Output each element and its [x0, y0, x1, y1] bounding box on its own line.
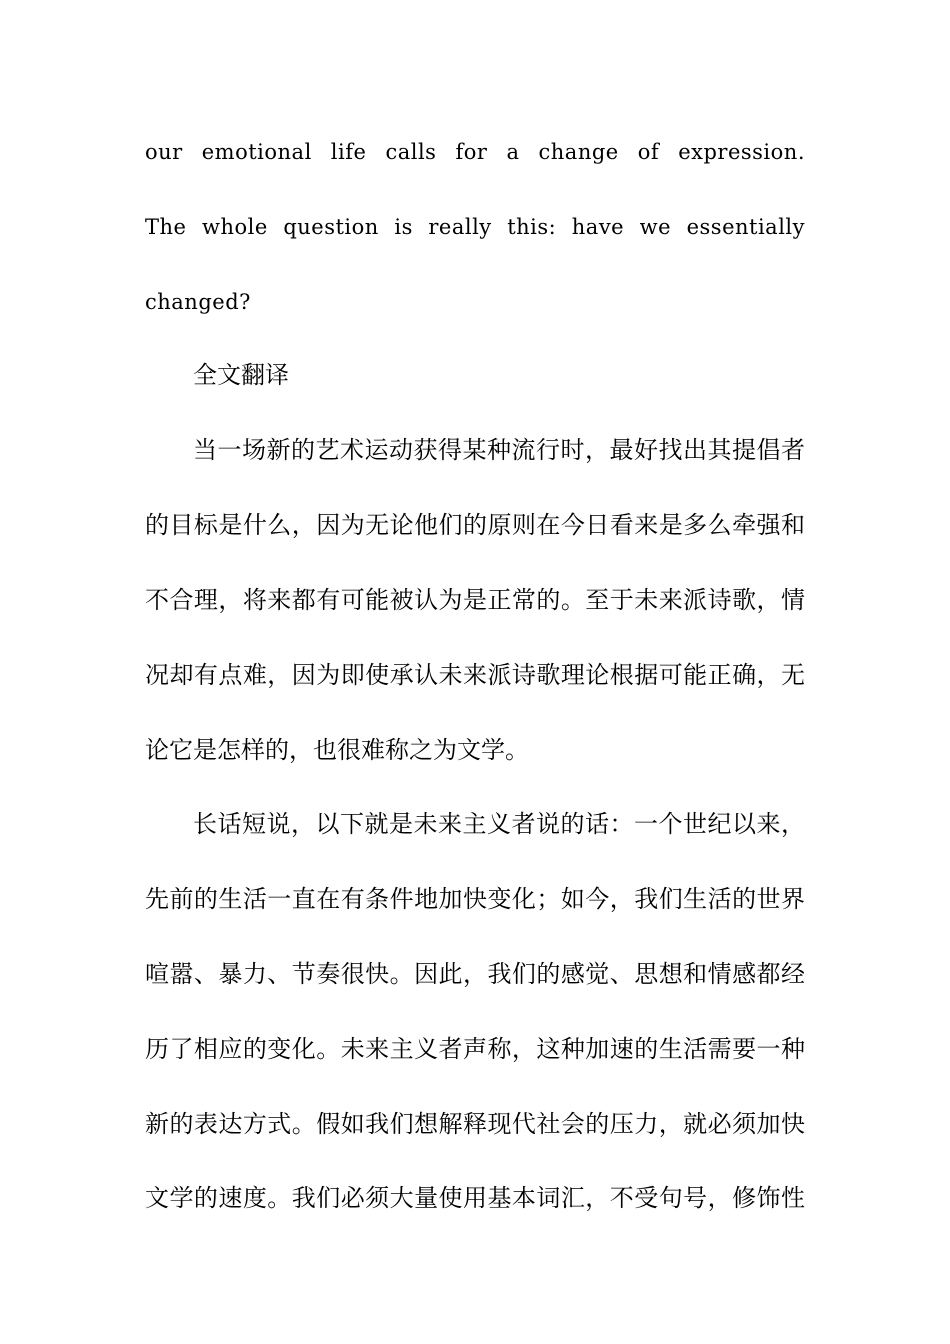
chinese-text-line: 喧嚣、暴力、节奏很快。因此，我们的感觉、思想和情感都经: [145, 960, 805, 988]
english-text-line: The whole question is really this: have we essentially: [145, 215, 805, 239]
chinese-text-line: 历了相应的变化。未来主义者声称，这种加速的生活需要一种: [145, 1035, 805, 1063]
chinese-text-line: 先前的生活一直在有条件地加快变化；如今，我们生活的世界: [145, 885, 805, 913]
chinese-text-line: 不合理，将来都有可能被认为是正常的。至于未来派诗歌，情: [145, 586, 805, 614]
chinese-text-line: 长话短说，以下就是未来主义者说的话：一个世纪以来，: [193, 810, 805, 838]
chinese-text-line: 况却有点难，因为即使承认未来派诗歌理论根据可能正确，无: [145, 661, 805, 689]
chinese-text-line: 论它是怎样的，也很难称之为文学。: [145, 736, 529, 764]
chinese-text-line: 文学的速度。我们必须大量使用基本词汇，不受句号，修饰性: [145, 1184, 805, 1212]
chinese-text-line: 的目标是什么，因为无论他们的原则在今日看来是多么牵强和: [145, 511, 805, 539]
english-text-line: our emotional life calls for a change of expression.: [145, 140, 805, 164]
english-text-line: changed?: [145, 290, 251, 314]
section-heading: 全文翻译: [193, 361, 289, 389]
chinese-text-line: 当一场新的艺术运动获得某种流行时，最好找出其提倡者: [193, 436, 805, 464]
chinese-text-line: 新的表达方式。假如我们想解释现代社会的压力，就必须加快: [145, 1110, 805, 1138]
